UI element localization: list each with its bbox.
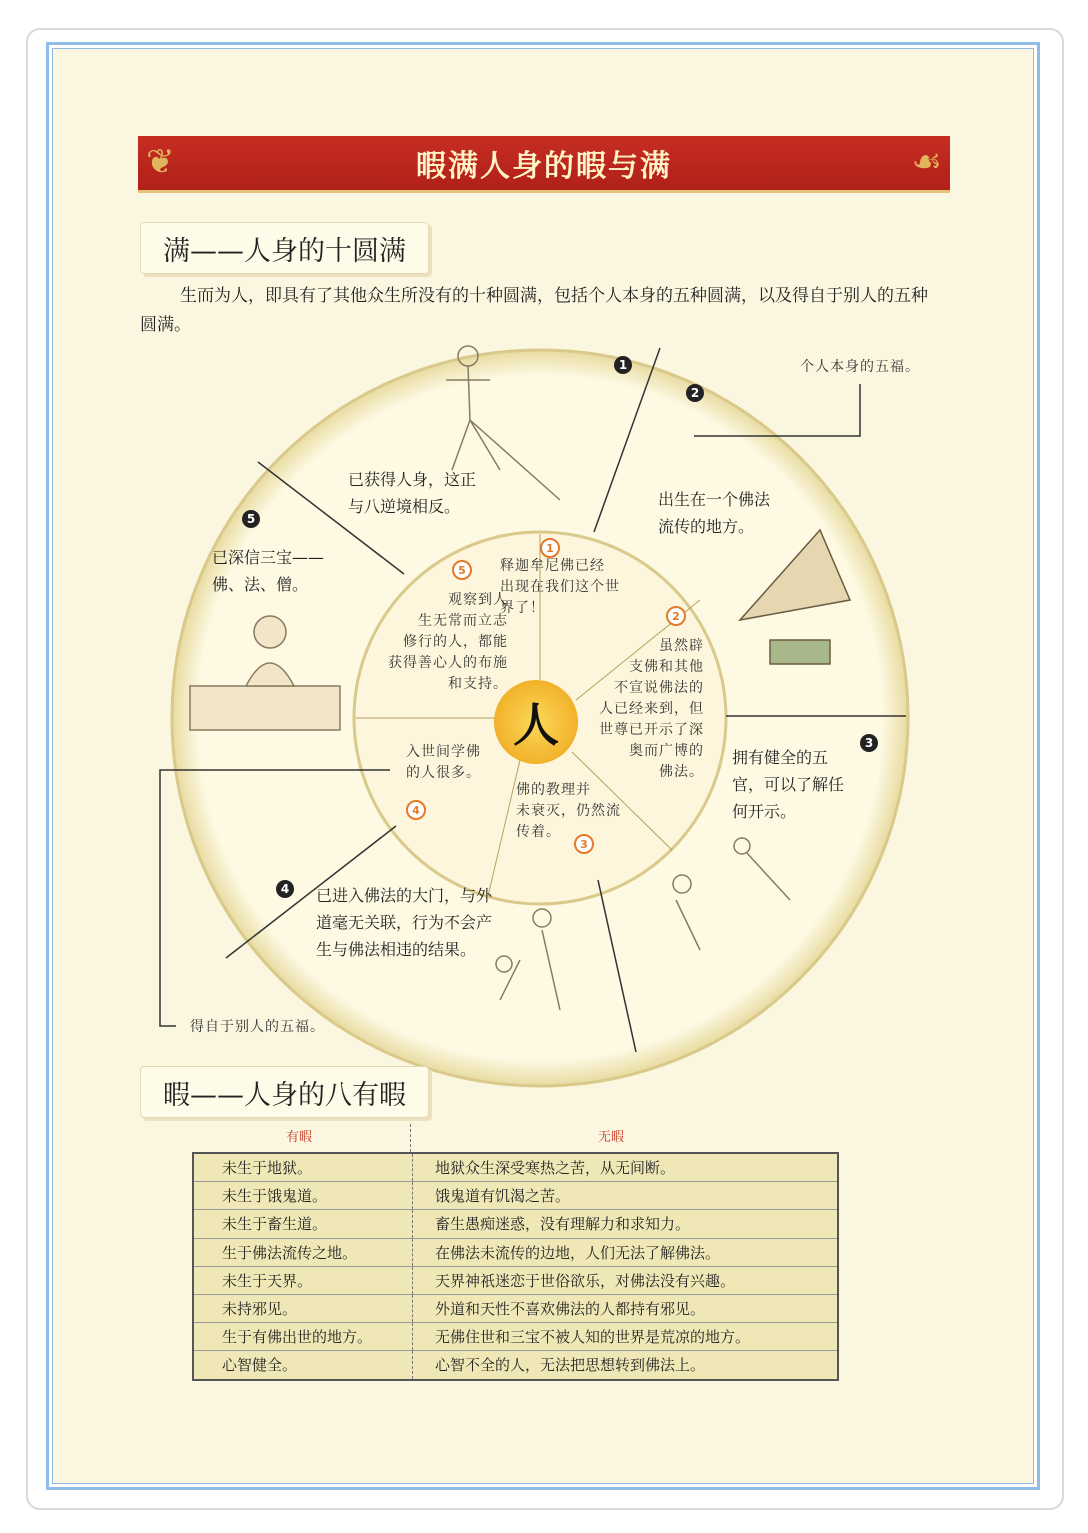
note-others-blessings: 得自于别人的五福。: [190, 1019, 325, 1035]
table-cell-have: 未生于饿鬼道。: [193, 1182, 413, 1210]
outer-text-4: 已进入佛法的大门，与外 道毫无关联，行为不会产 生与佛法相违的结果。: [316, 886, 493, 959]
outer-badge-1: 1: [614, 356, 632, 374]
inner-badge-1: 1: [540, 538, 560, 558]
table-cell-none: 地狱众生深受寒热之苦，从无间断。: [413, 1153, 839, 1182]
table-cell-have: 未生于天界。: [193, 1266, 413, 1294]
inner-text-3: 佛的教理并 未衰灭，仍然流 传着。: [516, 782, 621, 840]
table-cell-none: 外道和天性不喜欢佛法的人都持有邪见。: [413, 1294, 839, 1322]
table-cell-none: 畜生愚痴迷惑，没有理解力和求知力。: [413, 1210, 839, 1238]
outer-badge-3: 3: [860, 734, 878, 752]
inner-badge-2: 2: [666, 606, 686, 626]
center-label: 人: [494, 680, 578, 764]
table-cell-have: 未生于畜生道。: [193, 1210, 413, 1238]
note-self-blessings: 个人本身的五福。: [800, 359, 920, 375]
table-row: [193, 1153, 838, 1182]
table-row: [193, 1238, 838, 1266]
table-cell-none: 在佛法未流传的边地，人们无法了解佛法。: [413, 1238, 839, 1266]
outer-text-5: 已深信三宝—— 佛、法、僧。: [212, 548, 325, 594]
table-row: [193, 1182, 838, 1210]
table-cell-none: 天界神祇迷恋于世俗欲乐，对佛法没有兴趣。: [413, 1266, 839, 1294]
table-cell-have: 生于有佛出世的地方。: [193, 1323, 413, 1351]
table-row: [193, 1351, 838, 1380]
table-cell-none: 饿鬼道有饥渴之苦。: [413, 1182, 839, 1210]
table-row: [193, 1323, 838, 1351]
table-cell-have: 未生于地狱。: [193, 1153, 413, 1182]
table-cell-none: 无佛住世和三宝不被人知的世界是荒凉的地方。: [413, 1323, 839, 1351]
table-row: [193, 1294, 838, 1322]
inner-text-1: 释迦牟尼佛已经 出现在我们这个世 界了！: [500, 558, 620, 616]
column-header-none: 无暇: [598, 1130, 625, 1145]
section-heading-leisures: 暇——人身的八有暇: [140, 1066, 429, 1118]
outer-text-1: 已获得人身，这正 与八逆境相反。: [348, 470, 477, 516]
table-cell-none: 心智不全的人，无法把思想转到佛法上。: [413, 1351, 839, 1380]
table-row: [193, 1210, 838, 1238]
table-cell-have: 心智健全。: [193, 1351, 413, 1380]
outer-badge-5: 5: [242, 510, 260, 528]
section-heading-perfections: 满——人身的十圆满: [140, 222, 429, 274]
inner-badge-3: 3: [574, 834, 594, 854]
column-header-have: 有暇: [286, 1130, 313, 1145]
inner-text-4: 入世间学佛 的人很多。: [406, 744, 481, 781]
left-ornament-icon: ❦: [146, 142, 175, 182]
outer-text-2: 出生在一个佛法 流传的地方。: [658, 490, 771, 536]
table-cell-have: 未持邪见。: [193, 1294, 413, 1322]
inner-text-5: 观察到人 生无常而立志 修行的人，都能 获得善心人的布施 和支持。: [388, 592, 508, 692]
inner-badge-4: 4: [406, 800, 426, 820]
page-title: 暇满人身的暇与满: [416, 149, 672, 184]
inner-text-2: 虽然辟 支佛和其他 不宣说佛法的 人已经来到，但 世尊已开示了深 奥而广博的 佛法。: [599, 638, 704, 780]
column-divider: [410, 1124, 411, 1152]
right-ornament-icon: ☙: [911, 142, 942, 182]
outer-text-3: 拥有健全的五 官，可以了解任 何开示。: [732, 748, 845, 821]
outer-badge-4: 4: [276, 880, 294, 898]
intro-paragraph: 生而为人，即具有了其他众生所没有的十种圆满，包括个人本身的五种圆满，以及得自于别人的五种圆满。: [140, 286, 928, 335]
table-cell-have: 生于佛法流传之地。: [193, 1238, 413, 1266]
table-row: [193, 1266, 838, 1294]
leisures-table: [192, 1152, 839, 1381]
inner-badge-5: 5: [452, 560, 472, 580]
outer-badge-2: 2: [686, 384, 704, 402]
